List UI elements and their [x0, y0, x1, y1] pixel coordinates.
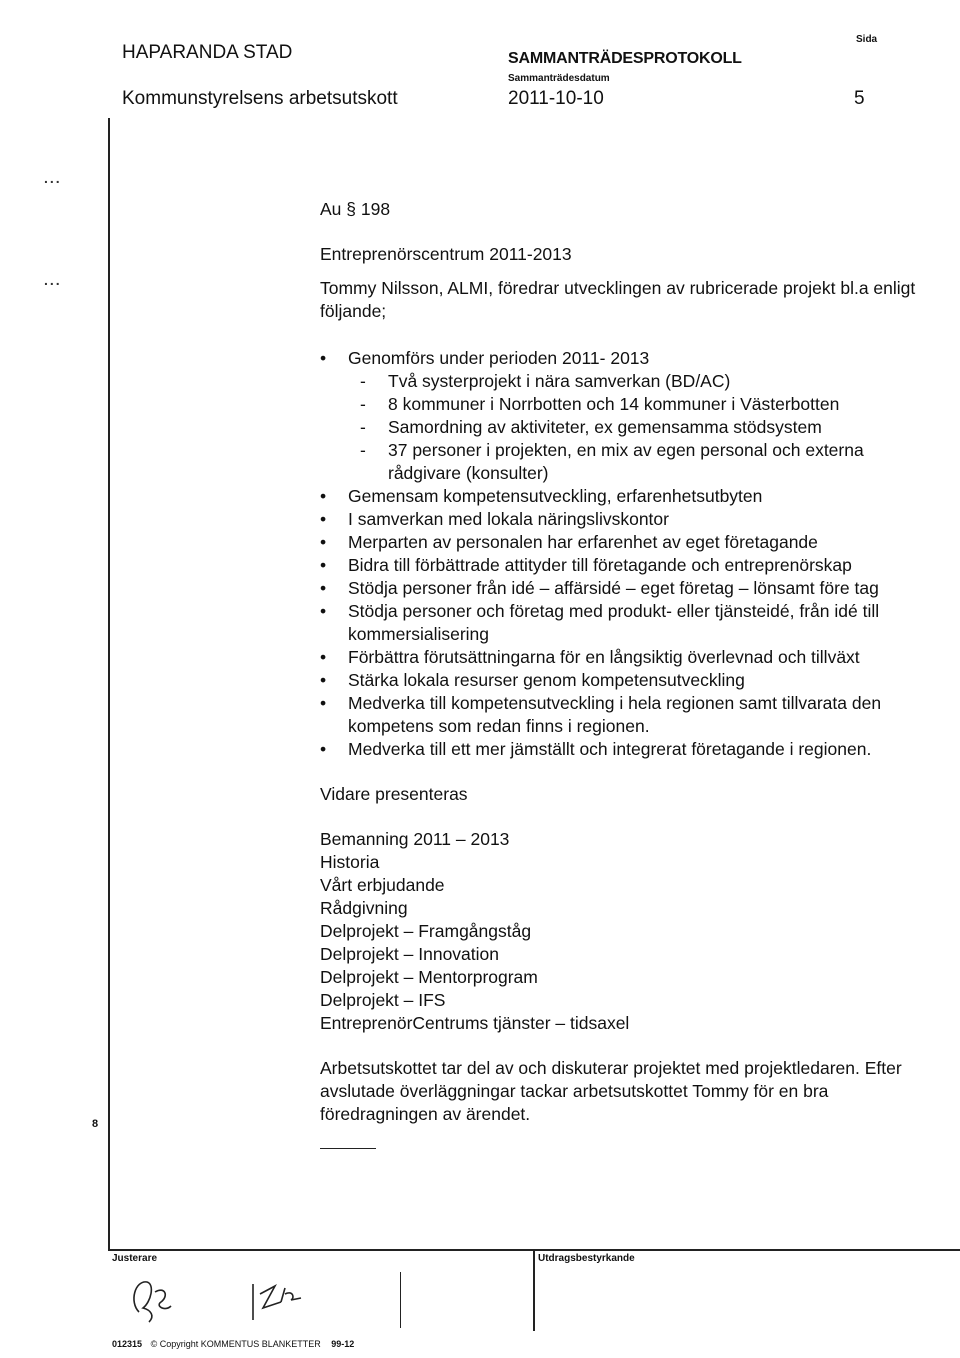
minutes-body [320, 198, 940, 1149]
meeting-date: 2011-10-10 [508, 88, 604, 109]
list-item: • Medverka till ett mer jämställt och integrerat företagande i regionen. [320, 738, 940, 761]
item-number: 8 [92, 1118, 99, 1130]
sub-item: - 8 kommuner i Norrbotten och 14 kommuner i Västerbotten [348, 393, 940, 416]
justerare-label: Justerare [112, 1253, 158, 1264]
copyright-text: © Copyright KOMMENTUS BLANKETTER [150, 1339, 321, 1349]
form-footer [112, 1339, 354, 1349]
form-version: 99-12 [331, 1339, 355, 1349]
end-rule [320, 1148, 376, 1149]
form-code-2: 315 [127, 1339, 143, 1349]
list-item: • Medverka till kompetensutveckling i hela regionen samt tillvarata den kompetens som redan finns i regionen. [320, 692, 940, 738]
margin-dots-top: ... [44, 170, 62, 186]
sub-list [348, 370, 940, 485]
page-number: 5 [854, 88, 865, 109]
presented-item: Delprojekt – IFS [320, 990, 446, 1010]
bullet-list [320, 347, 940, 761]
committee-name: Kommunstyrelsens arbetsutskott [122, 88, 398, 109]
signature-divider [400, 1272, 401, 1328]
presented-item: Delprojekt – Mentorprogram [320, 967, 538, 987]
page-label: Sida [856, 34, 878, 45]
conclusion-text: Arbetsutskottet tar del av och diskuterar projektet med projektledaren. Efter avslutade överläggningar tackar arbetsutskottet Tommy för en bra föredragningen av ärendet. [320, 1058, 902, 1124]
sub-item: - 37 personer i projekten, en mix av egen personal och externa rådgivare (konsulter) [348, 439, 940, 485]
list-item: • Stödja personer och företag med produkt- eller tjänsteidé, från idé till kommersialisering [320, 600, 940, 646]
list-item: • Förbättra förutsättningarna för en långsiktig överlevnad och tillväxt [320, 646, 940, 669]
presented-list [320, 828, 940, 1035]
presented-item: Rådgivning [320, 898, 408, 918]
presented-item: Historia [320, 852, 380, 872]
margin-rule [108, 118, 110, 1250]
presented-item: Bemanning 2011 – 2013 [320, 829, 510, 849]
list-item: • Genomförs under perioden 2011- 2013 - Två systerprojekt i nära samverkan (BD/AC) - 8 kommuner i Norrbotten och 14 kommuner i Västerbotten - Samordning av aktiviteter, ex gemensamma stödsystem - 37 personer i projekten, en mix av egen personal och externa rådgivare (konsulter) [320, 347, 940, 485]
org-name: HAPARANDA STAD [122, 42, 293, 63]
paragraph-number: Au § 198 [320, 199, 391, 219]
section-title: Entreprenörscentrum 2011-2013 [320, 244, 572, 264]
vidare-heading: Vidare presenteras [320, 784, 468, 804]
signatures-icon [125, 1272, 385, 1334]
list-item: • I samverkan med lokala näringslivskontor [320, 508, 940, 531]
presented-item: Vårt erbjudande [320, 875, 445, 895]
sub-item: - Samordning av aktiviteter, ex gemensamma stödsystem [348, 416, 940, 439]
form-code: 012 [112, 1339, 128, 1349]
document-type: SAMMANTRÄDESPROTOKOLL [508, 50, 742, 67]
list-item: • Stärka lokala resurser genom kompetensutveckling [320, 669, 940, 692]
margin-dots-bottom: ... [44, 272, 62, 288]
sub-item: - Två systerprojekt i nära samverkan (BD/AC) [348, 370, 940, 393]
presented-item: EntreprenörCentrums tjänster – tidsaxel [320, 1013, 630, 1033]
presented-item: Delprojekt – Innovation [320, 944, 499, 964]
list-item: • Merparten av personalen har erfarenhet av eget företagande [320, 531, 940, 554]
footer-divider [533, 1249, 535, 1331]
date-label: Sammanträdesdatum [508, 73, 610, 84]
intro-text: Tommy Nilsson, ALMI, föredrar utvecklingen av rubricerade projekt bl.a enligt följande; [320, 278, 916, 321]
list-item: • Stödja personer från idé – affärsidé – eget företag – lönsamt före tag [320, 577, 940, 600]
list-item: • Bidra till förbättrade attityder till företagande och entreprenörskap [320, 554, 940, 577]
presented-item: Delprojekt – Framgångståg [320, 921, 532, 941]
utdrag-label: Utdragsbestyrkande [538, 1253, 635, 1264]
list-item: • Gemensam kompetensutveckling, erfarenhetsutbyten [320, 485, 940, 508]
